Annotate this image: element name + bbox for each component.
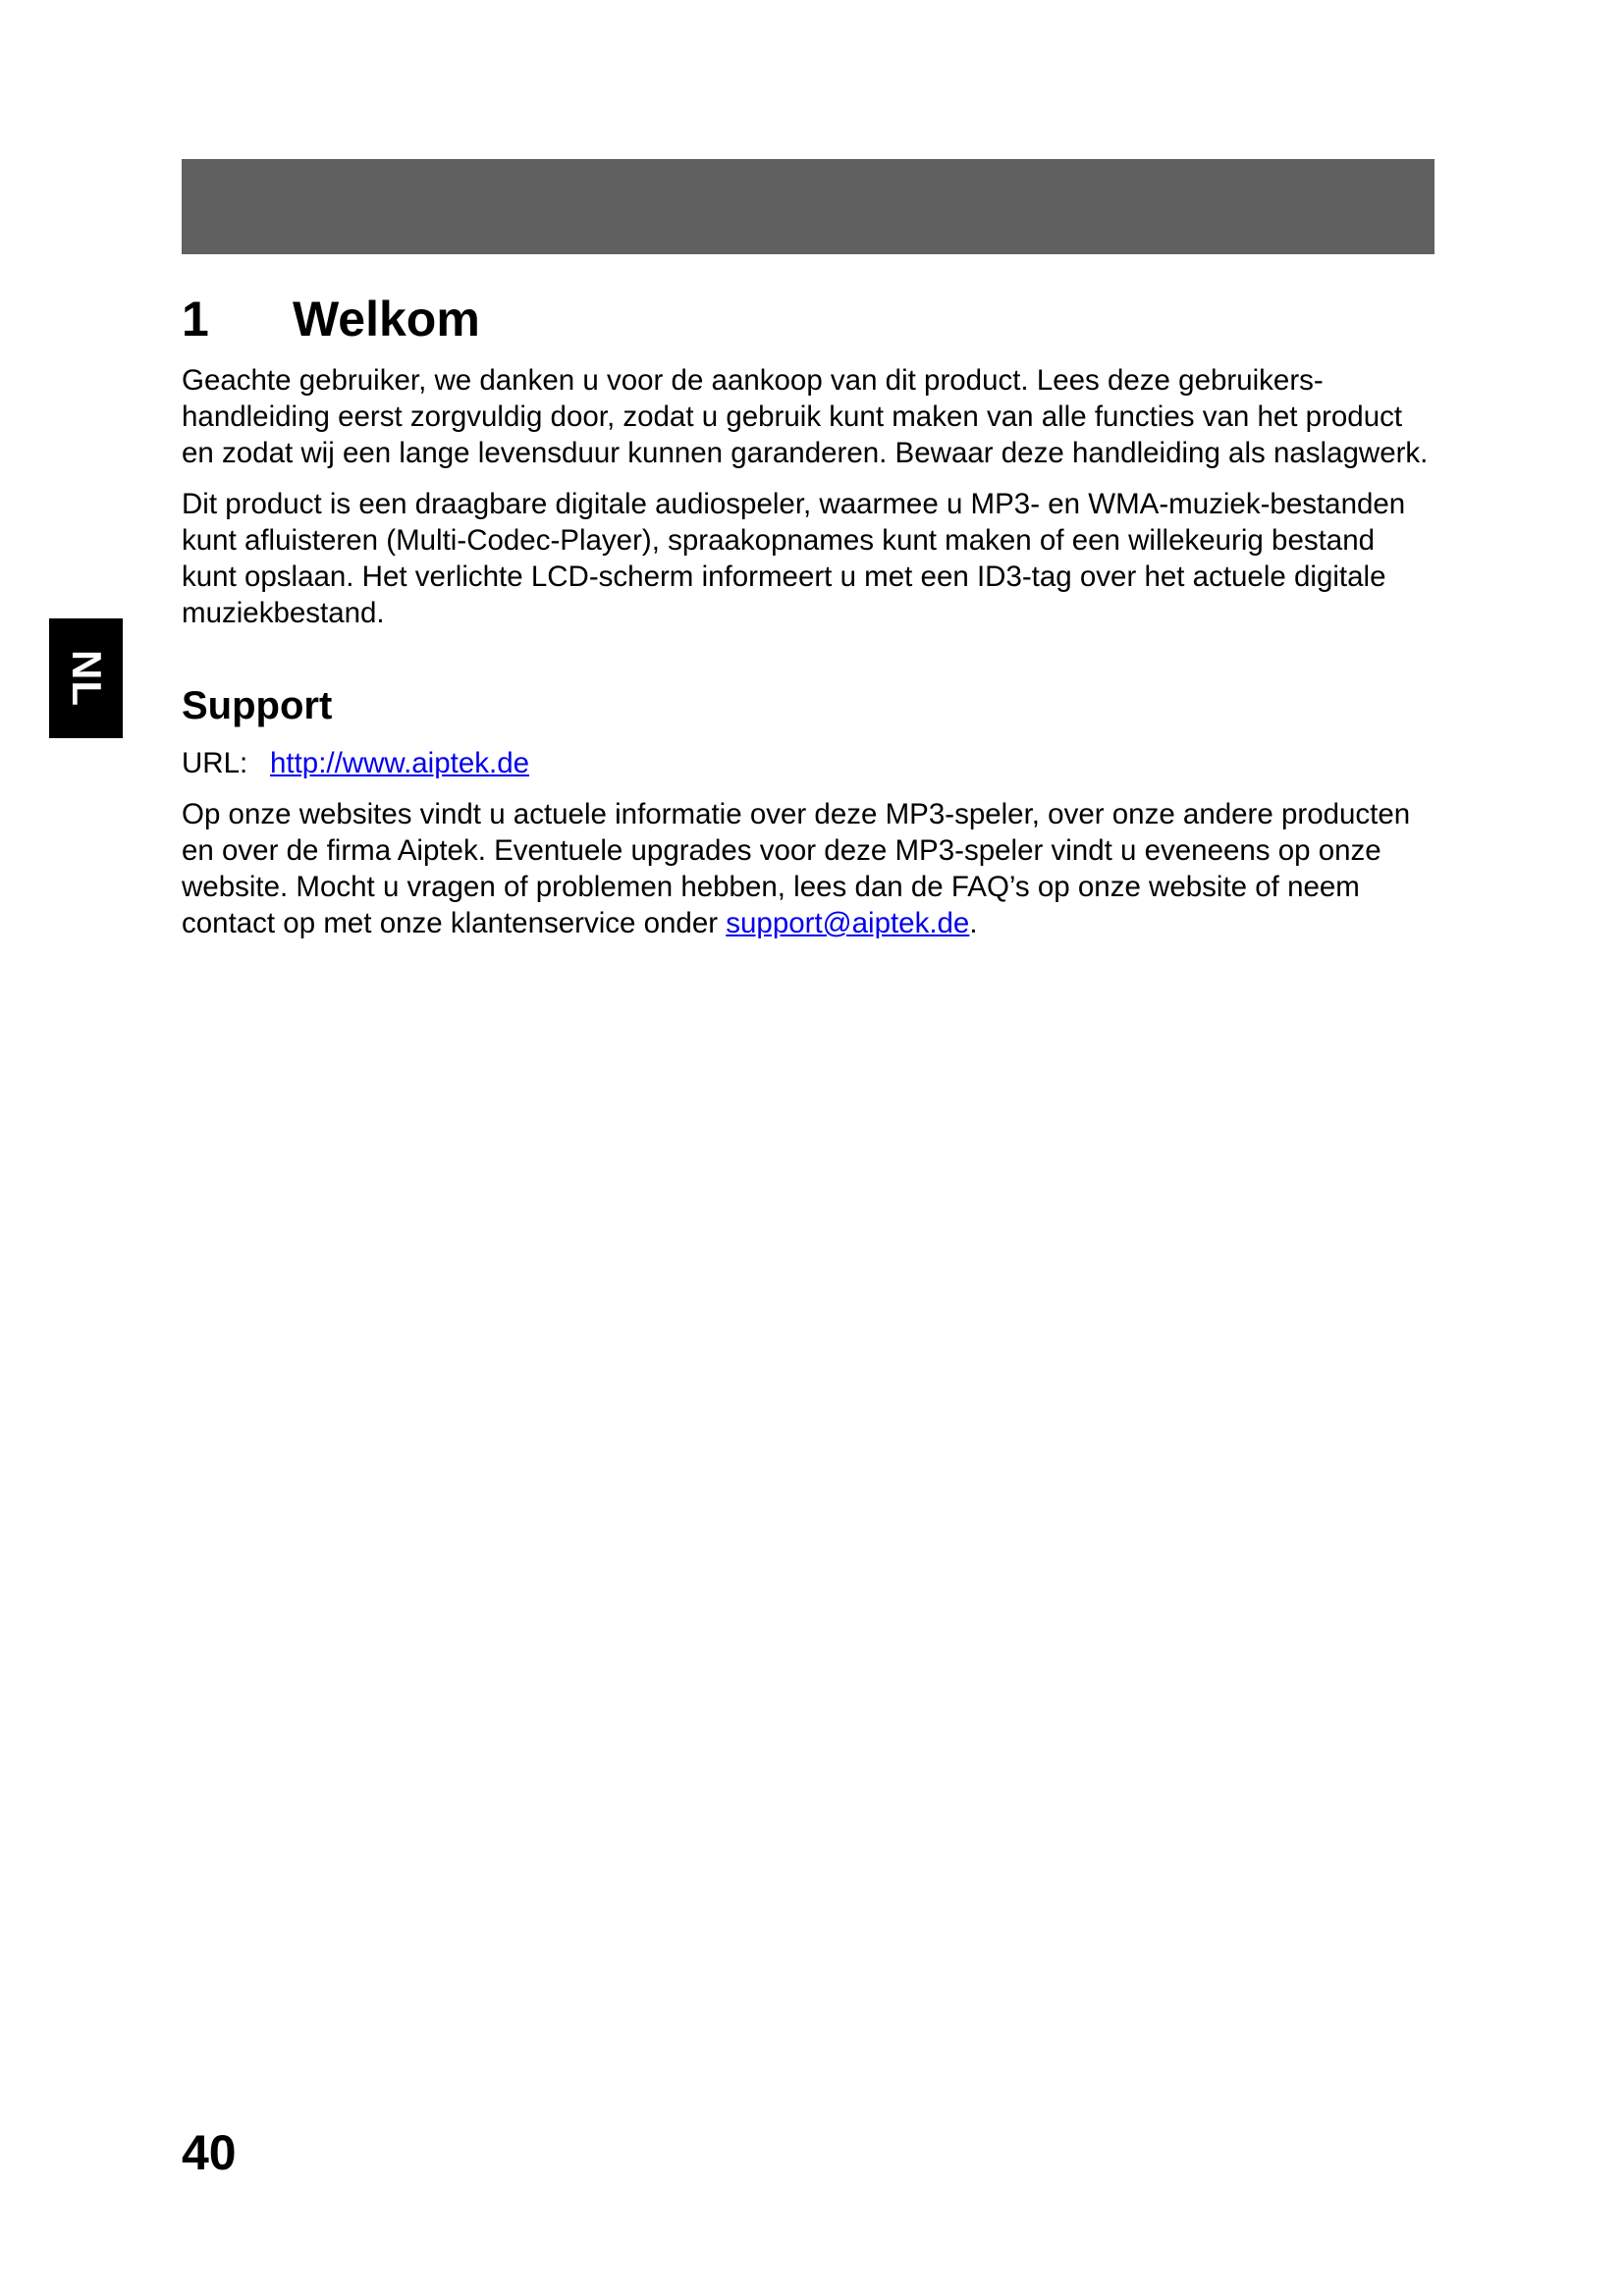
support-heading: Support	[182, 684, 333, 727]
chapter-number: 1	[182, 292, 209, 347]
language-tab	[49, 618, 123, 738]
intro-paragraph-2: Dit product is een draagbare digitale audiospeler, waarmee u MP3- en WMA-muziek-bestanden kunt afluisteren (Multi-Codec-Player), spraakopnames kunt maken of een willekeurig bestand kunt opslaan. Het verlichte LCD-scherm informeert u met een ID3-tag over het actuele digitale muziekbestand.	[182, 488, 1406, 629]
chapter-title: Welkom	[293, 292, 480, 347]
chapter-heading	[182, 290, 1435, 348]
support-text: Op onze websites vindt u actuele informatie over deze MP3-speler, over onze andere producten en over de firma Aiptek. Eventuele upgrades voor deze MP3-speler vindt u eveneens op onze website. Mocht u vragen of problemen hebben, lees dan de FAQ’s op onze website of neem contact op met onze klantenservice onder	[182, 798, 1411, 939]
language-tab-label: NL	[63, 650, 110, 707]
header-bar	[182, 159, 1435, 254]
support-email-link[interactable]: support@aiptek.de	[726, 907, 970, 939]
page-content	[182, 290, 1435, 956]
url-label: URL:	[182, 747, 248, 779]
support-paragraph	[182, 796, 1435, 941]
page-number: 40	[182, 2125, 237, 2180]
support-text-end: .	[969, 907, 978, 939]
support-url-link[interactable]: http://www.aiptek.de	[270, 747, 530, 779]
support-url-line	[182, 745, 1435, 781]
intro-paragraph-1: Geachte gebruiker, we danken u voor de aankoop van dit product. Lees deze gebruikers-handleiding eerst zorgvuldig door, zodat u gebruik kunt maken van alle functies van het product en zodat wij een lange levensduur kunnen garanderen. Bewaar deze handleiding als naslagwerk.	[182, 364, 1429, 469]
